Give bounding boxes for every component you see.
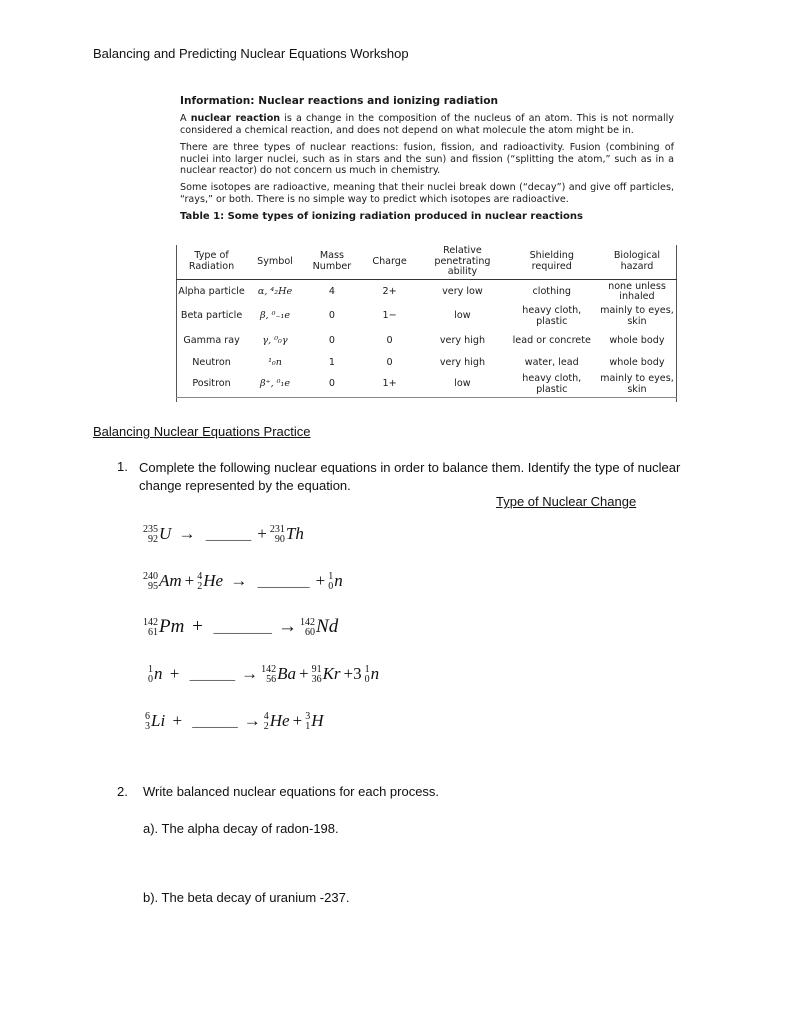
element-symbol: Li [151,711,166,730]
table-cell: γ, ⁰₀γ [262,334,288,346]
equation-3 [143,616,338,638]
table-cell: 0 [386,356,393,368]
table-cell: 0 [386,334,393,346]
isotope-notation: 4 2 [197,571,203,593]
table-row [176,373,677,398]
table-cell: Beta particle [180,310,243,322]
plus-sign: + [172,711,183,730]
plus-sign: + [257,524,267,543]
element-symbol: n [370,664,380,683]
element-symbol: He [203,571,224,590]
plus-sign: + [184,571,195,590]
table-cell: β⁺, ⁰₁e [247,373,303,398]
table-row [176,280,677,305]
info-paragraph-2: There are three types of nuclear reactions: fusion, fission, and radioactivity. Fusion (combining of nuclei into larger nuclei, such as in stars and the sun) and fission (“splitting the atom,” such as in a nuclear reactor) do not concern us much in chemistry. [180,142,674,177]
element-symbol: He [269,711,290,730]
isotope-notation: 1 0 [148,664,153,686]
table-cell: 1− [382,310,397,322]
element-symbol: Kr [322,664,341,683]
question-2-text: Write balanced nuclear equations for each process. [143,784,440,799]
col-header: Type of Radiation [176,245,247,280]
table-cell: ¹₀n [268,356,282,368]
question-2a: a). The alpha decay of radon-198. [143,821,339,836]
isotope-notation: 231 90 [269,524,285,546]
table-cell: 1 [328,356,335,368]
question-2b: b). The beta decay of uranium -237. [143,890,350,905]
arrow: → [243,711,261,730]
col-header: Biological hazard [597,245,677,280]
table-cell: 0 [328,334,335,346]
info-heading: Information: Nuclear reactions and ionizing radiation [180,95,499,107]
isotope-notation: 240 95 [143,571,158,593]
table-cell: none unless inhaled [608,280,666,303]
table-cell: heavy cloth, plastic [507,373,597,398]
equation-1 [143,524,304,545]
practice-section-title: Balancing Nuclear Equations Practice [93,424,311,439]
table-cell: 0 [328,310,335,322]
element-symbol: Pm [159,616,185,637]
isotope-notation: 142 60 [300,616,316,638]
plus-sign: + [169,664,180,683]
arrow: → [230,571,248,590]
element-symbol: Am [159,571,182,590]
table-cell: Alpha particle [178,285,245,297]
equation-2 [143,571,343,592]
table-cell: water, lead [524,356,579,368]
table-row [176,329,677,354]
type-of-change-heading: Type of Nuclear Change [496,494,637,509]
table-cell: 4 [328,285,335,297]
table-cell: Gamma ray [183,334,240,346]
question-2-number: 2. [117,784,128,799]
answer-blank[interactable]: ________ [257,574,310,589]
arrow: → [278,616,298,637]
table-cell: Positron [176,373,247,398]
table-cell: Neutron [192,356,231,368]
table-cell: low [454,310,471,322]
isotope-notation: 142 56 [261,664,277,686]
isotope-notation: 3 1 [305,711,311,733]
isotope-notation: 142 61 [143,616,158,638]
plus-sign: + [298,664,309,683]
plus-sign: + [192,616,203,637]
plus-sign: + [315,571,326,590]
element-symbol: U [159,524,172,543]
table-cell: 0 [303,373,361,398]
element-symbol: n [154,664,163,683]
table-row [176,354,677,373]
table-cell: β, ⁰₋₁e [259,310,291,322]
col-header: Mass Number [303,245,361,280]
table-cell: low [418,373,506,398]
element-symbol: Nd [316,616,339,637]
arrow: → [178,524,196,543]
info-paragraph-3: Some isotopes are radioactive, meaning that their nuclei break down (“decay”) and give off particles, “rays,” or both. There is no simple way to predict which isotopes are radioactive. [180,182,674,205]
question-1-number: 1. [117,459,128,474]
plus-sign: + [292,711,303,730]
coefficient: +3 [343,664,362,683]
table-cell: heavy cloth, plastic [522,305,582,327]
document-title: Balancing and Predicting Nuclear Equations Workshop [93,46,409,61]
isotope-notation: 91 36 [311,664,322,686]
equation-5 [145,711,323,732]
col-header: Symbol [247,245,303,280]
col-header: Relative penetrating ability [418,245,506,280]
col-header: Charge [361,245,418,280]
table-cell: clothing [532,285,571,297]
isotope-notation: 1 0 [328,571,334,593]
answer-blank[interactable]: _______ [205,527,252,542]
element-symbol: Ba [277,664,296,683]
table-row [176,305,677,330]
answer-blank[interactable]: _________ [213,620,273,635]
radiation-table [176,245,677,398]
element-symbol: n [334,571,343,590]
table-cell: mainly to eyes, skin [600,305,674,327]
element-symbol: Th [285,524,304,543]
answer-blank[interactable]: _______ [192,714,238,729]
table-cell: 1+ [361,373,418,398]
arrow: → [241,664,259,683]
isotope-notation: 4 2 [263,711,269,733]
answer-blank[interactable]: _______ [189,667,236,682]
equation-4 [148,664,379,685]
table-header-row [176,245,677,280]
table-cell: whole body [609,356,665,368]
table-cell: very low [442,285,483,297]
col-header: Shielding required [507,245,597,280]
info-box [180,96,674,223]
table-caption: Table 1: Some types of ionizing radiation produced in nuclear reactions [180,211,583,223]
table-cell: very high [439,334,486,346]
info-paragraph-1: A nuclear reaction is a change in the composition of the nucleus of an atom. This is not normally considered a chemical reaction, and does not depend on what molecule the atom might be in. [180,113,674,136]
question-1-text: Complete the following nuclear equations in order to balance them. Identify the type of nuclear change represented by the equation. [139,460,681,493]
isotope-notation: 1 0 [364,664,370,686]
table-cell: mainly to eyes, skin [597,373,677,398]
table-cell: lead or concrete [512,334,591,346]
isotope-notation: 235 92 [143,524,158,546]
table-cell: very high [439,356,486,368]
isotope-notation: 6 3 [145,711,150,733]
table-cell: α, ⁴₂He [257,285,293,297]
table-cell: 2+ [382,285,397,297]
table-cell: whole body [609,334,665,346]
element-symbol: H [311,711,324,730]
